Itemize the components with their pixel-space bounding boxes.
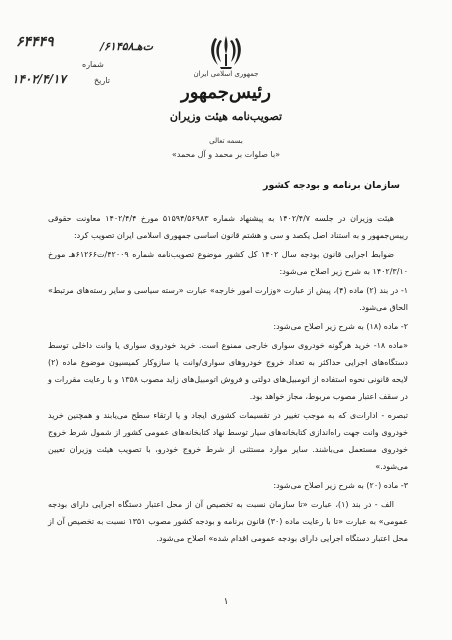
decree-body — [48, 210, 408, 549]
date-label: تاریخ — [94, 76, 110, 85]
reference-number: /۶۱۴۵۸ت‌هـ — [100, 40, 153, 53]
paragraph-2: ضوابط اجرایی قانون بودجه سال ۱۴۰۲ کل کشور موضوع تصویب‌نامه شماره ۴۲۰۰۹/ت۶۱۲۶۶هـ مورخ ۱۴۰۲/۳/۱۰ به شرح زیر اصلاح می‌شود: — [48, 250, 408, 276]
salavat: «با صلوات بر محمد و آل محمد» — [171, 150, 281, 159]
paragraph-3: ۱- در بند (۲) ماده (۴)، پیش از عبارت «وزارت امور خارجه» عبارت «رسته سیاسی و سایر رسته‌های مرتبط» الحاق می‌شود. — [48, 286, 409, 312]
bismillah: بسمه تعالی — [209, 137, 243, 145]
cabinet-subtitle: تصویب‌نامه هیئت وزیران — [169, 110, 283, 123]
handwritten-date: ۱۴۰۲/۴/۱۷ — [12, 72, 66, 86]
paragraph-7: ۳- ماده (۲۰) به شرح زیر اصلاح می‌شود: — [273, 481, 408, 490]
republic-name: جمهوری اسلامی ایران — [193, 70, 259, 78]
recipient: سازمان برنامه و بودجه کشور — [263, 180, 400, 191]
paragraph-1: هیئت وزیران در جلسه ۱۴۰۲/۴/۷ به پیشنهاد شماره ۵۱۵۹۴/۵۶۹۸۳ مورخ ۱۴۰۲/۴/۴ معاونت حقوقی رییس‌جمهور و به استناد اصل یکصد و سی و هشتم قانون اساسی جمهوری اسلامی ایران تصویب کرد: — [48, 214, 408, 240]
page-number: ۱ — [223, 597, 229, 607]
paragraph-4: ۲- ماده (۱۸) به شرح زیر اصلاح می‌شود: — [273, 322, 408, 331]
number-label: شماره — [82, 60, 104, 69]
paragraph-5: «ماده ۱۸- خرید هرگونه خودروی سواری خارجی ممنوع است. خرید خودروی سواری یا وانت داخلی توسط دستگاه‌های اجرایی حداکثر به تعداد خروج خودروهای سواری/وانت یا سازوکار کمیسیون موضوع ماده (۲) لایحه قانونی نحوه استفاده از اتومبیل‌های دولتی و فروش اتومبیل‌های زاید مصوب ۱۳۵۸ و با رعایت مقررات و در سقف اعتبار مصوب مربوط، مجاز خواهد بود. — [48, 341, 408, 401]
paragraph-6: تبصره - ادارات‌ی که به موجب تغییر در تقسیمات کشوری ایجاد و یا ارتقاء سطح می‌یابند و همچنین خرید خودروی وانت جهت راه‌اندازی کتابخانه‌های سیار توسط نهاد کتابخانه‌های عمومی کشور از شمول شرط خروج خودروی مستعمل می‌باشند. سایر موارد مستثنی از شرط خروج خودرو، با تصویب هیئت وزیران تعیین می‌شود.» — [48, 411, 408, 471]
paragraph-8: الف - در بند (۱)، عبارت «تا سازمان نسبت به تخصیص آن از محل اعتبار دستگاه اجرایی دارای بودجه عمومی» به عبارت «تا با رعایت ماده (۳۰) قانون برنامه و بودجه کشور مصوب ۱۳۵۱ نسبت به تخصیص آن از محل اعتبار دستگاه اجرایی دارای بودجه عمومی اقدام شده» اصلاح می‌شود. — [48, 500, 408, 543]
president-title: رئیس‌جمهور — [181, 82, 271, 103]
handwritten-number: ۶۴۴۴۹ — [16, 34, 54, 50]
iran-emblem-icon — [207, 34, 245, 70]
